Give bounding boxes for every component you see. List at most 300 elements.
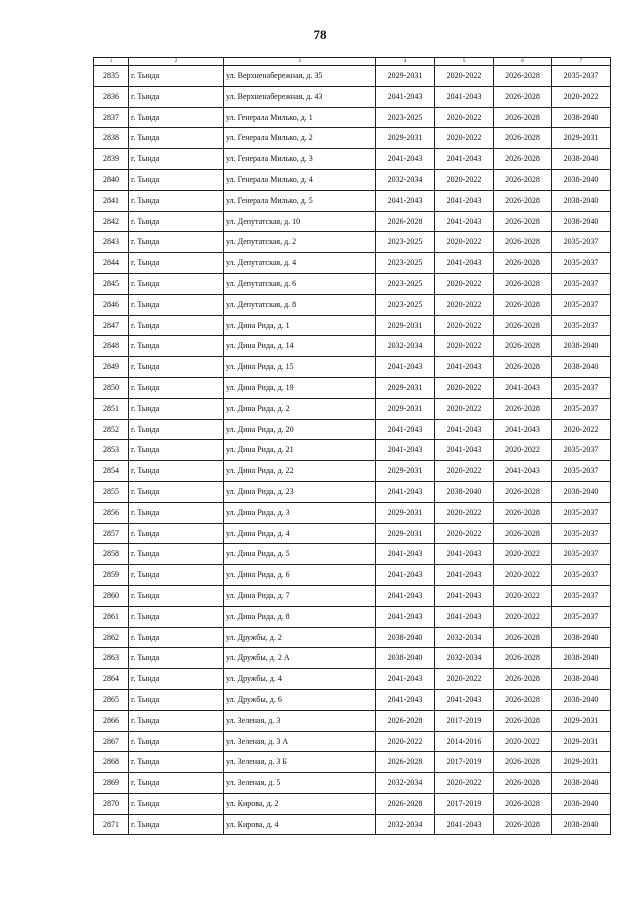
row-number: 2865 — [94, 689, 129, 710]
period-cell: 2026-2028 — [494, 336, 552, 357]
city-cell: г. Тында — [129, 710, 224, 731]
row-number: 2848 — [94, 336, 129, 357]
period-cell: 2029-2031 — [376, 377, 435, 398]
table-row — [94, 481, 611, 502]
period-cell: 2035-2037 — [552, 294, 611, 315]
period-cell: 2041-2043 — [376, 419, 435, 440]
period-cell: 2026-2028 — [494, 86, 552, 107]
address-cell: ул. Дина Рида, д. 7 — [224, 585, 376, 606]
period-cell: 2017-2019 — [435, 793, 494, 814]
table-row — [94, 232, 611, 253]
city-cell: г. Тында — [129, 481, 224, 502]
period-cell: 2020-2022 — [435, 232, 494, 253]
address-cell: ул. Депутатская, д. 10 — [224, 211, 376, 232]
period-cell: 2020-2022 — [494, 544, 552, 565]
period-cell: 2017-2019 — [435, 752, 494, 773]
city-cell: г. Тында — [129, 232, 224, 253]
period-cell: 2029-2031 — [376, 502, 435, 523]
period-cell: 2038-2040 — [435, 481, 494, 502]
period-cell: 2041-2043 — [376, 481, 435, 502]
column-header: 1 — [94, 58, 129, 66]
period-cell: 2020-2022 — [494, 606, 552, 627]
period-cell: 2020-2022 — [435, 377, 494, 398]
period-cell: 2020-2022 — [435, 66, 494, 87]
period-cell: 2029-2031 — [552, 731, 611, 752]
period-cell: 2041-2043 — [435, 565, 494, 586]
period-cell: 2026-2028 — [494, 294, 552, 315]
period-cell: 2020-2022 — [435, 669, 494, 690]
page-number: 78 — [313, 27, 327, 42]
address-cell: ул. Дина Рида, д. 6 — [224, 565, 376, 586]
period-cell: 2041-2043 — [376, 357, 435, 378]
city-cell: г. Тында — [129, 648, 224, 669]
address-cell: ул. Дина Рида, д. 5 — [224, 544, 376, 565]
period-cell: 2029-2031 — [376, 128, 435, 149]
city-cell: г. Тында — [129, 689, 224, 710]
address-cell: ул. Дина Рида, д. 3 — [224, 502, 376, 523]
address-cell: ул. Зеленая, д. 5 — [224, 773, 376, 794]
period-cell: 2041-2043 — [435, 544, 494, 565]
column-header: 6 — [494, 58, 552, 66]
address-cell: ул. Депутатская, д. 4 — [224, 253, 376, 274]
city-cell: г. Тында — [129, 86, 224, 107]
period-cell: 2020-2022 — [494, 731, 552, 752]
period-cell: 2035-2037 — [552, 565, 611, 586]
table-row — [94, 648, 611, 669]
city-cell: г. Тында — [129, 377, 224, 398]
period-cell: 2041-2043 — [435, 190, 494, 211]
period-cell: 2035-2037 — [552, 315, 611, 336]
table-row — [94, 149, 611, 170]
table-row — [94, 169, 611, 190]
row-number: 2851 — [94, 398, 129, 419]
row-number: 2850 — [94, 377, 129, 398]
period-cell: 2035-2037 — [552, 377, 611, 398]
row-number: 2853 — [94, 440, 129, 461]
period-cell: 2041-2043 — [494, 461, 552, 482]
period-cell: 2014-2016 — [435, 731, 494, 752]
table-row — [94, 419, 611, 440]
address-cell: ул. Генерала Милько, д. 3 — [224, 149, 376, 170]
row-number: 2845 — [94, 273, 129, 294]
period-cell: 2026-2028 — [494, 253, 552, 274]
period-cell: 2029-2031 — [552, 752, 611, 773]
period-cell: 2026-2028 — [494, 211, 552, 232]
period-cell: 2041-2043 — [376, 149, 435, 170]
period-cell: 2023-2025 — [376, 273, 435, 294]
city-cell: г. Тында — [129, 440, 224, 461]
period-cell: 2020-2022 — [435, 502, 494, 523]
table-row — [94, 669, 611, 690]
address-cell: ул. Зеленая, д. 3 Б — [224, 752, 376, 773]
period-cell: 2023-2025 — [376, 294, 435, 315]
column-header: 3 — [224, 58, 376, 66]
period-cell: 2026-2028 — [494, 793, 552, 814]
city-cell: г. Тында — [129, 66, 224, 87]
period-cell: 2020-2022 — [552, 86, 611, 107]
period-cell: 2038-2040 — [552, 648, 611, 669]
address-cell: ул. Дина Рида, д. 14 — [224, 336, 376, 357]
period-cell: 2026-2028 — [494, 107, 552, 128]
period-cell: 2032-2034 — [435, 648, 494, 669]
table-row — [94, 336, 611, 357]
period-cell: 2038-2040 — [552, 793, 611, 814]
period-cell: 2038-2040 — [552, 357, 611, 378]
city-cell: г. Тында — [129, 253, 224, 274]
period-cell: 2035-2037 — [552, 253, 611, 274]
period-cell: 2023-2025 — [376, 107, 435, 128]
period-cell: 2026-2028 — [494, 523, 552, 544]
city-cell: г. Тында — [129, 773, 224, 794]
period-cell: 2026-2028 — [494, 315, 552, 336]
table-row — [94, 377, 611, 398]
address-cell: ул. Дина Рида, д. 21 — [224, 440, 376, 461]
row-number: 2859 — [94, 565, 129, 586]
row-number: 2860 — [94, 585, 129, 606]
period-cell: 2023-2025 — [376, 232, 435, 253]
row-number: 2869 — [94, 773, 129, 794]
period-cell: 2020-2022 — [435, 336, 494, 357]
address-cell: ул. Кирова, д. 4 — [224, 814, 376, 835]
address-cell: ул. Зеленая, д. 3 — [224, 710, 376, 731]
city-cell: г. Тында — [129, 461, 224, 482]
period-cell: 2041-2043 — [376, 190, 435, 211]
period-cell: 2038-2040 — [552, 814, 611, 835]
period-cell: 2041-2043 — [435, 149, 494, 170]
period-cell: 2026-2028 — [376, 793, 435, 814]
period-cell: 2020-2022 — [435, 523, 494, 544]
city-cell: г. Тында — [129, 565, 224, 586]
period-cell: 2041-2043 — [376, 565, 435, 586]
table-row — [94, 461, 611, 482]
period-cell: 2041-2043 — [435, 253, 494, 274]
column-header: 2 — [129, 58, 224, 66]
table-row — [94, 793, 611, 814]
period-cell: 2026-2028 — [494, 66, 552, 87]
period-cell: 2041-2043 — [376, 585, 435, 606]
period-cell: 2026-2028 — [494, 149, 552, 170]
period-cell: 2041-2043 — [435, 419, 494, 440]
period-cell: 2038-2040 — [552, 211, 611, 232]
period-cell: 2023-2025 — [376, 253, 435, 274]
period-cell: 2026-2028 — [494, 814, 552, 835]
table-row — [94, 689, 611, 710]
period-cell: 2041-2043 — [435, 585, 494, 606]
table-row — [94, 752, 611, 773]
city-cell: г. Тында — [129, 398, 224, 419]
period-cell: 2041-2043 — [435, 814, 494, 835]
period-cell: 2038-2040 — [552, 169, 611, 190]
period-cell: 2041-2043 — [376, 86, 435, 107]
address-cell: ул. Дина Рида, д. 23 — [224, 481, 376, 502]
city-cell: г. Тында — [129, 128, 224, 149]
city-cell: г. Тында — [129, 502, 224, 523]
row-number: 2858 — [94, 544, 129, 565]
table-row — [94, 773, 611, 794]
period-cell: 2029-2031 — [376, 315, 435, 336]
city-cell: г. Тында — [129, 544, 224, 565]
period-cell: 2020-2022 — [494, 585, 552, 606]
period-cell: 2020-2022 — [376, 731, 435, 752]
city-cell: г. Тында — [129, 357, 224, 378]
period-cell: 2026-2028 — [494, 357, 552, 378]
row-number: 2863 — [94, 648, 129, 669]
period-cell: 2020-2022 — [435, 315, 494, 336]
address-cell: ул. Дина Рида, д. 22 — [224, 461, 376, 482]
table-row — [94, 66, 611, 87]
row-number: 2857 — [94, 523, 129, 544]
column-number-row — [94, 58, 611, 66]
table-row — [94, 731, 611, 752]
address-cell: ул. Дина Рида, д. 4 — [224, 523, 376, 544]
table-row — [94, 273, 611, 294]
period-cell: 2035-2037 — [552, 502, 611, 523]
period-cell: 2041-2043 — [435, 86, 494, 107]
address-cell: ул. Дружбы, д. 6 — [224, 689, 376, 710]
period-cell: 2038-2040 — [552, 149, 611, 170]
period-cell: 2020-2022 — [435, 294, 494, 315]
period-cell: 2035-2037 — [552, 523, 611, 544]
period-cell: 2026-2028 — [494, 190, 552, 211]
period-cell: 2026-2028 — [494, 689, 552, 710]
period-cell: 2041-2043 — [435, 440, 494, 461]
period-cell: 2041-2043 — [435, 211, 494, 232]
city-cell: г. Тында — [129, 190, 224, 211]
period-cell: 2020-2022 — [435, 107, 494, 128]
address-cell: ул. Верхненабережная, д. 43 — [224, 86, 376, 107]
period-cell: 2029-2031 — [552, 710, 611, 731]
row-number: 2835 — [94, 66, 129, 87]
column-header: 7 — [552, 58, 611, 66]
period-cell: 2017-2019 — [435, 710, 494, 731]
table-row — [94, 502, 611, 523]
city-cell: г. Тында — [129, 585, 224, 606]
period-cell: 2041-2043 — [376, 544, 435, 565]
period-cell: 2032-2034 — [376, 336, 435, 357]
table-row — [94, 523, 611, 544]
table-row — [94, 128, 611, 149]
period-cell: 2035-2037 — [552, 398, 611, 419]
city-cell: г. Тында — [129, 273, 224, 294]
period-cell: 2026-2028 — [376, 710, 435, 731]
table-row — [94, 627, 611, 648]
period-cell: 2026-2028 — [494, 752, 552, 773]
table-row — [94, 315, 611, 336]
period-cell: 2020-2022 — [494, 565, 552, 586]
period-cell: 2038-2040 — [552, 481, 611, 502]
address-cell: ул. Дружбы, д. 2 А — [224, 648, 376, 669]
period-cell: 2026-2028 — [494, 169, 552, 190]
period-cell: 2029-2031 — [376, 523, 435, 544]
row-number: 2852 — [94, 419, 129, 440]
column-header: 5 — [435, 58, 494, 66]
city-cell: г. Тында — [129, 731, 224, 752]
address-cell: ул. Верхненабережная, д. 35 — [224, 66, 376, 87]
period-cell: 2035-2037 — [552, 440, 611, 461]
period-cell: 2038-2040 — [552, 190, 611, 211]
period-cell: 2026-2028 — [494, 710, 552, 731]
city-cell: г. Тында — [129, 793, 224, 814]
table-row — [94, 107, 611, 128]
table-row — [94, 710, 611, 731]
period-cell: 2029-2031 — [376, 461, 435, 482]
address-cell: ул. Дружбы, д. 2 — [224, 627, 376, 648]
period-cell: 2035-2037 — [552, 66, 611, 87]
city-cell: г. Тында — [129, 294, 224, 315]
city-cell: г. Тында — [129, 336, 224, 357]
address-cell: ул. Депутатская, д. 8 — [224, 294, 376, 315]
period-cell: 2041-2043 — [376, 669, 435, 690]
row-number: 2843 — [94, 232, 129, 253]
period-cell: 2035-2037 — [552, 585, 611, 606]
city-cell: г. Тында — [129, 523, 224, 544]
city-cell: г. Тында — [129, 627, 224, 648]
period-cell: 2026-2028 — [494, 502, 552, 523]
row-number: 2855 — [94, 481, 129, 502]
city-cell: г. Тында — [129, 315, 224, 336]
period-cell: 2035-2037 — [552, 544, 611, 565]
address-cell: ул. Депутатская, д. 6 — [224, 273, 376, 294]
row-number: 2867 — [94, 731, 129, 752]
address-cell: ул. Кирова, д. 2 — [224, 793, 376, 814]
table-row — [94, 814, 611, 835]
row-number: 2836 — [94, 86, 129, 107]
city-cell: г. Тында — [129, 211, 224, 232]
period-cell: 2041-2043 — [376, 689, 435, 710]
address-cell: ул. Дина Рида, д. 2 — [224, 398, 376, 419]
period-cell: 2041-2043 — [376, 606, 435, 627]
period-cell: 2035-2037 — [552, 461, 611, 482]
period-cell: 2020-2022 — [494, 440, 552, 461]
table-row — [94, 190, 611, 211]
period-cell: 2041-2043 — [494, 377, 552, 398]
period-cell: 2038-2040 — [552, 107, 611, 128]
table-row — [94, 585, 611, 606]
period-cell: 2026-2028 — [494, 669, 552, 690]
address-cell: ул. Зеленая, д. 3 А — [224, 731, 376, 752]
row-number: 2868 — [94, 752, 129, 773]
period-cell: 2020-2022 — [552, 419, 611, 440]
address-cell: ул. Дина Рида, д. 1 — [224, 315, 376, 336]
address-cell: ул. Генерала Милько, д. 1 — [224, 107, 376, 128]
city-cell: г. Тында — [129, 752, 224, 773]
period-cell: 2035-2037 — [552, 232, 611, 253]
table-row — [94, 357, 611, 378]
row-number: 2846 — [94, 294, 129, 315]
period-cell: 2029-2031 — [552, 128, 611, 149]
period-cell: 2029-2031 — [376, 66, 435, 87]
period-cell: 2026-2028 — [494, 648, 552, 669]
address-cell: ул. Дина Рида, д. 19 — [224, 377, 376, 398]
row-number: 2866 — [94, 710, 129, 731]
table-row — [94, 565, 611, 586]
period-cell: 2020-2022 — [435, 169, 494, 190]
period-cell: 2026-2028 — [376, 752, 435, 773]
period-cell: 2032-2034 — [376, 814, 435, 835]
table-row — [94, 398, 611, 419]
row-number: 2870 — [94, 793, 129, 814]
address-cell: ул. Дружбы, д. 4 — [224, 669, 376, 690]
row-number: 2871 — [94, 814, 129, 835]
address-cell: ул. Дина Рида, д. 8 — [224, 606, 376, 627]
period-cell: 2020-2022 — [435, 273, 494, 294]
period-cell: 2038-2040 — [552, 336, 611, 357]
period-cell: 2026-2028 — [494, 481, 552, 502]
city-cell: г. Тында — [129, 419, 224, 440]
row-number: 2862 — [94, 627, 129, 648]
period-cell: 2026-2028 — [376, 211, 435, 232]
table-row — [94, 294, 611, 315]
period-cell: 2041-2043 — [376, 440, 435, 461]
period-cell: 2032-2034 — [435, 627, 494, 648]
city-cell: г. Тында — [129, 149, 224, 170]
period-cell: 2026-2028 — [494, 398, 552, 419]
period-cell: 2026-2028 — [494, 273, 552, 294]
table-body — [94, 66, 611, 835]
table-row — [94, 211, 611, 232]
table-row — [94, 544, 611, 565]
period-cell: 2041-2043 — [435, 689, 494, 710]
table-row — [94, 253, 611, 274]
address-cell: ул. Дина Рида, д. 15 — [224, 357, 376, 378]
table-row — [94, 440, 611, 461]
table-row — [94, 606, 611, 627]
row-number: 2847 — [94, 315, 129, 336]
period-cell: 2026-2028 — [494, 773, 552, 794]
period-cell: 2038-2040 — [376, 627, 435, 648]
period-cell: 2038-2040 — [376, 648, 435, 669]
row-number: 2838 — [94, 128, 129, 149]
address-cell: ул. Генерала Милько, д. 2 — [224, 128, 376, 149]
row-number: 2841 — [94, 190, 129, 211]
period-cell: 2038-2040 — [552, 627, 611, 648]
row-number: 2842 — [94, 211, 129, 232]
row-number: 2844 — [94, 253, 129, 274]
period-cell: 2026-2028 — [494, 232, 552, 253]
period-cell: 2038-2040 — [552, 773, 611, 794]
period-cell: 2032-2034 — [376, 773, 435, 794]
registry-table — [93, 57, 611, 835]
period-cell: 2020-2022 — [435, 773, 494, 794]
row-number: 2849 — [94, 357, 129, 378]
period-cell: 2041-2043 — [435, 357, 494, 378]
period-cell: 2026-2028 — [494, 627, 552, 648]
row-number: 2837 — [94, 107, 129, 128]
period-cell: 2038-2040 — [552, 689, 611, 710]
period-cell: 2041-2043 — [494, 419, 552, 440]
period-cell: 2029-2031 — [376, 398, 435, 419]
city-cell: г. Тында — [129, 169, 224, 190]
city-cell: г. Тында — [129, 814, 224, 835]
period-cell: 2020-2022 — [435, 461, 494, 482]
period-cell: 2032-2034 — [376, 169, 435, 190]
period-cell: 2020-2022 — [435, 128, 494, 149]
address-cell: ул. Депутатская, д. 2 — [224, 232, 376, 253]
period-cell: 2026-2028 — [494, 128, 552, 149]
row-number: 2864 — [94, 669, 129, 690]
city-cell: г. Тында — [129, 669, 224, 690]
row-number: 2840 — [94, 169, 129, 190]
row-number: 2856 — [94, 502, 129, 523]
period-cell: 2020-2022 — [435, 398, 494, 419]
city-cell: г. Тында — [129, 107, 224, 128]
column-header: 4 — [376, 58, 435, 66]
address-cell: ул. Дина Рида, д. 20 — [224, 419, 376, 440]
table-row — [94, 86, 611, 107]
period-cell: 2035-2037 — [552, 606, 611, 627]
period-cell: 2041-2043 — [435, 606, 494, 627]
period-cell: 2035-2037 — [552, 273, 611, 294]
